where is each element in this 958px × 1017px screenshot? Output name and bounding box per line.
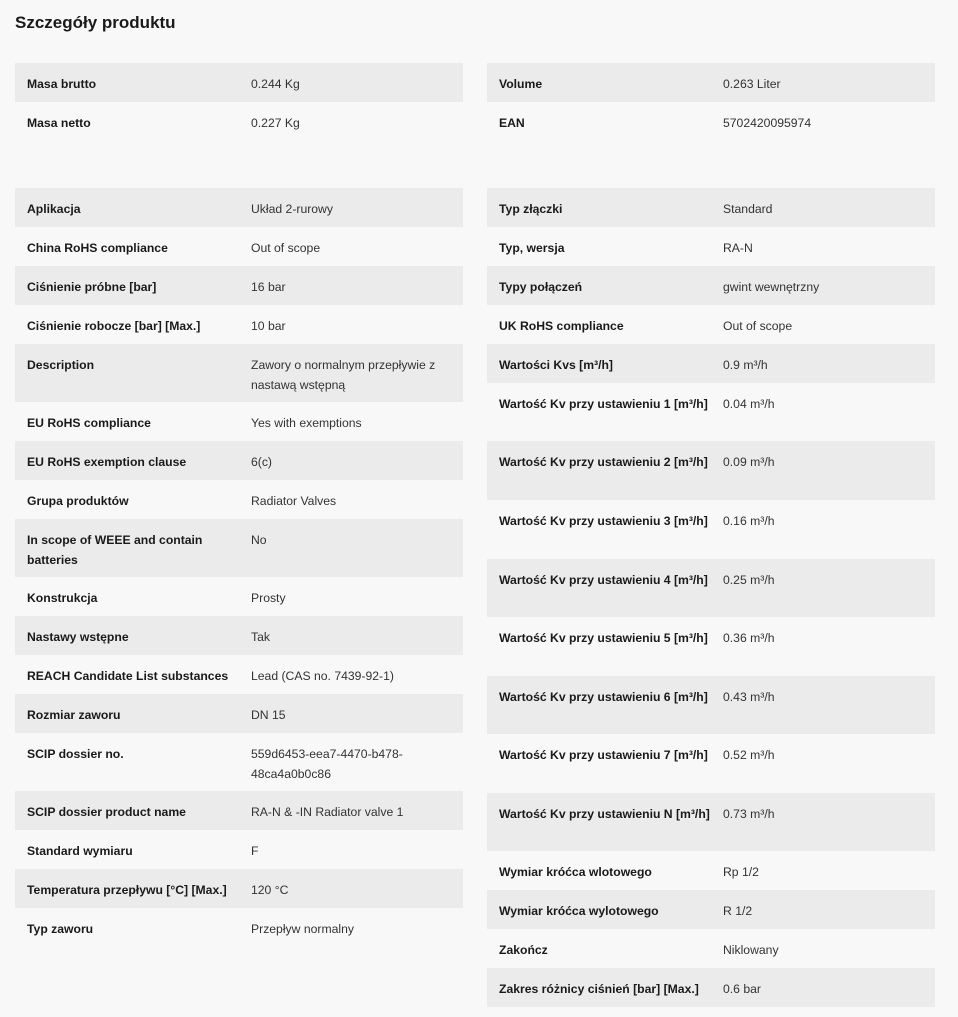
spec-label: Wymiar króćca wylotowego [499,904,659,918]
spec-value: 0.04 m³/h [723,397,775,411]
spec-value: 0.52 m³/h [723,748,775,762]
spec-label: Ciśnienie próbne [bar] [27,280,157,294]
page-title: Szczegóły produktu [15,13,176,32]
spec-label: Wartość Kv przy ustawieniu 1 [m³/h] [499,397,708,411]
spec-value: Przepływ normalny [251,922,354,936]
spec-row-kv-2 [487,441,935,500]
spec-label: Typy połączeń [499,280,583,294]
spec-row-outlet-size [487,890,935,929]
spec-value: Lead (CAS no. 7439-92-1) [251,669,394,683]
spec-value: 0.9 m³/h [723,358,768,372]
spec-label: Wartość Kv przy ustawieniu 6 [m³/h] [499,690,708,704]
spec-label: Zakończ [499,943,548,957]
spec-row-reach [15,655,463,694]
spec-label: Typ zaworu [27,922,94,936]
spec-label: Typ złączki [499,202,563,216]
spec-row-kv-n [487,793,935,851]
spec-row-volume [487,63,935,102]
spec-value: 0.25 m³/h [723,573,775,587]
spec-value: F [251,844,259,858]
spec-row-finish [487,929,935,968]
spec-value: 0.43 m³/h [723,690,775,704]
spec-value: 0.6 bar [723,982,761,996]
spec-row-china-rohs [15,227,463,266]
spec-label: Grupa produktów [27,494,129,508]
spec-value: 0.244 Kg [251,77,300,91]
spec-value: 6(c) [251,455,272,469]
spec-row-kvs [487,344,935,383]
spec-label: Masa brutto [27,77,97,91]
spec-value: 0.73 m³/h [723,807,775,821]
spec-label: Description [27,358,95,372]
spec-value: RA-N & -IN Radiator valve 1 [251,805,404,819]
spec-label: EU RoHS exemption clause [27,455,187,469]
spec-label: Standard wymiaru [27,844,133,858]
spec-label: Wartość Kv przy ustawieniu 2 [m³/h] [499,455,708,469]
spec-label: Wymiar króćca wlotowego [499,865,652,879]
spec-row-net-weight [15,102,463,141]
spec-row-eu-rohs [15,402,463,441]
spec-row-ean [487,102,935,141]
spec-row-uk-rohs [487,305,935,344]
spec-row-construction [15,577,463,616]
spec-value: Yes with exemptions [251,416,362,430]
spec-label: Typ, wersja [499,241,565,255]
spec-label: EU RoHS compliance [27,416,151,430]
spec-value: Rp 1/2 [723,865,759,879]
spec-value: 10 bar [251,319,286,333]
spec-row-type-version [487,227,935,266]
specs-table-right [487,188,935,1007]
spec-label: Ciśnienie robocze [bar] [Max.] [27,319,201,333]
spec-row-gross-weight [15,63,463,102]
spec-label: Konstrukcja [27,591,98,605]
spec-value: No [251,533,267,547]
spec-value: Prosty [251,591,286,605]
spec-row-dimension-standard [15,830,463,869]
spec-value: 0.09 m³/h [723,455,775,469]
spec-row-pressure-range [487,968,935,1007]
spec-row-description [15,344,463,402]
weights-table [15,63,463,141]
spec-value: Układ 2-rurowy [251,202,333,216]
spec-value: Niklowany [723,943,779,957]
spec-label: Aplikacja [27,202,81,216]
spec-row-fitting-type [487,188,935,227]
spec-row-eu-rohs-clause [15,441,463,480]
spec-value: 0.263 Liter [723,77,781,91]
spec-label: Volume [499,77,543,91]
spec-label: Wartość Kv przy ustawieniu 3 [m³/h] [499,514,708,528]
spec-value: Out of scope [723,319,793,333]
spec-value: 120 °C [251,883,289,897]
spec-label: In scope of WEEE and contain batteries [27,533,203,567]
spec-row-test-pressure [15,266,463,305]
spec-row-presetting [15,616,463,655]
spec-label: EAN [499,116,525,130]
spec-label: Temperatura przepływu [°C] [Max.] [27,883,227,897]
spec-row-kv-7 [487,734,935,793]
spec-row-scip-no [15,733,463,791]
spec-row-flow-temperature [15,869,463,908]
spec-label: Wartość Kv przy ustawieniu N [m³/h] [499,807,710,821]
spec-row-working-pressure [15,305,463,344]
spec-value: 16 bar [251,280,286,294]
spec-row-kv-3 [487,500,935,559]
spec-value: 0.36 m³/h [723,631,775,645]
spec-row-kv-1 [487,383,935,441]
volume-ean-table [487,63,935,141]
spec-label: REACH Candidate List substances [27,669,229,683]
spec-label: SCIP dossier no. [27,747,124,761]
spec-row-application [15,188,463,227]
spec-row-product-group [15,480,463,519]
spec-label: Wartość Kv przy ustawieniu 5 [m³/h] [499,631,708,645]
spec-value: RA-N [723,241,753,255]
spec-label: SCIP dossier product name [27,805,186,819]
spec-label: Wartości Kvs [m³/h] [499,358,613,372]
spec-label: Masa netto [27,116,91,130]
spec-label: Zakres różnicy ciśnień [bar] [Max.] [499,982,699,996]
spec-value: Out of scope [251,241,321,255]
spec-label: Wartość Kv przy ustawieniu 7 [m³/h] [499,748,708,762]
spec-value: gwint wewnętrzny [723,280,820,294]
spec-value: 5702420095974 [723,116,812,130]
spec-label: Rozmiar zaworu [27,708,121,722]
spec-value: DN 15 [251,708,286,722]
spec-value: Zawory o normalnym przepływie z nastawą wstępną [251,358,436,392]
specs-table-left [15,188,463,947]
spec-label: Nastawy wstępne [27,630,129,644]
spec-value: Tak [251,630,270,644]
spec-value: 0.16 m³/h [723,514,775,528]
spec-value: 559d6453-eea7-4470-b478-48ca4a0b0c86 [251,747,403,781]
spec-row-kv-6 [487,676,935,734]
spec-value: 0.227 Kg [251,116,300,130]
spec-row-connection-types [487,266,935,305]
spec-value: R 1/2 [723,904,753,918]
spec-value: Standard [723,202,773,216]
spec-label: Wartość Kv przy ustawieniu 4 [m³/h] [499,573,708,587]
spec-row-scip-name [15,791,463,830]
spec-row-valve-size [15,694,463,733]
spec-row-kv-5 [487,617,935,676]
spec-row-inlet-size [487,851,935,890]
spec-row-weee [15,519,463,577]
spec-label: China RoHS compliance [27,241,168,255]
spec-label: UK RoHS compliance [499,319,624,333]
spec-row-kv-4 [487,559,935,617]
spec-value: Radiator Valves [251,494,337,508]
spec-row-valve-type [15,908,463,947]
